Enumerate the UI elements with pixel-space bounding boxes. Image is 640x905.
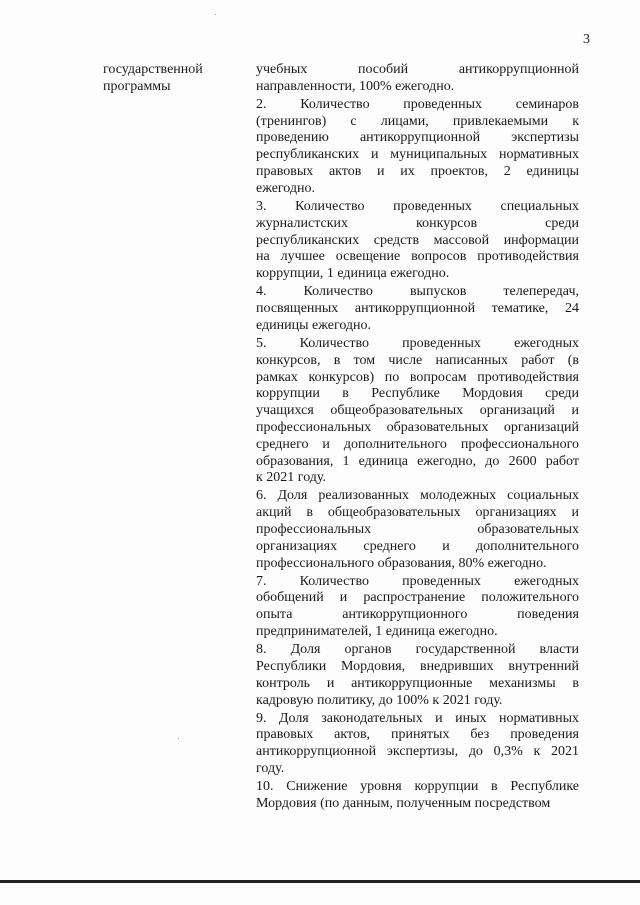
text-line: посвященных антикоррупционной тематике, 24: [256, 301, 579, 317]
text-line: коррупции, 1 единица ежегодно.: [256, 266, 450, 282]
left-column: [103, 62, 231, 96]
scan-speck: [178, 738, 179, 739]
list-item: [256, 97, 579, 198]
text-line: году.: [256, 761, 285, 777]
text-line: профессиональных образовательных: [256, 522, 579, 537]
list-item: [256, 779, 579, 813]
text-line: 4. Количество выпусков телепередач,: [256, 284, 579, 300]
text-line: предпринимателей, 1 единица ежегодно.: [256, 624, 498, 640]
list-item: [256, 574, 579, 641]
left-column-line: государственной: [103, 62, 203, 77]
list-item: [256, 642, 579, 709]
text-line: 6. Доля реализованных молодежных социальных: [256, 488, 579, 504]
text-line: журналистских конкурсов среди: [256, 215, 579, 231]
text-line: 8. Доля органов государственной власти: [256, 642, 579, 658]
left-column-line: программы: [103, 78, 171, 94]
text-line: правовых актов, принятых без проведения: [256, 727, 579, 743]
text-line: 7. Количество проведенных ежегодных: [256, 573, 579, 589]
list-item: [256, 336, 579, 487]
text-line: учебных пособий антикоррупционной: [256, 62, 579, 77]
list-item: [256, 711, 579, 778]
text-line: профессиональных образовательных организаций: [256, 419, 579, 435]
text-line: опыта антикоррупционного поведения: [256, 607, 579, 623]
text-line: контроль и антикоррупционные механизмы в: [256, 675, 579, 691]
scan-speck: [215, 14, 216, 15]
text-line: направленности, 100% ежегодно.: [256, 78, 455, 94]
text-line: к 2021 году.: [256, 470, 327, 486]
text-line: обобщений и распространение положительного: [256, 590, 579, 606]
text-line: 10. Снижение уровня коррупции в Республике: [256, 779, 579, 795]
text-line: учащихся общеобразовательных организаций и: [256, 403, 579, 419]
text-line: 3. Количество проведенных специальных: [256, 198, 579, 214]
list-item: [256, 199, 579, 283]
text-line: профессионального образования, 80% ежегодно.: [256, 555, 547, 571]
text-line: образования, 1 единица ежегодно, до 2600 работ: [256, 453, 579, 469]
text-line: 2. Количество проведенных семинаров: [256, 96, 579, 112]
text-line: коррупции в Республике Мордовия среди: [256, 386, 579, 402]
text-line: Мордовия (по данным, полученным посредством: [256, 795, 551, 811]
text-line: 9. Доля законодательных и иных нормативных: [256, 710, 579, 726]
text-line: ежегодно.: [256, 180, 316, 196]
text-line: республиканских и муниципальных нормативных: [256, 147, 579, 163]
list-item: [256, 62, 579, 96]
right-column: [256, 62, 579, 814]
bottom-border-line: [0, 880, 640, 883]
text-line: 5. Количество проведенных ежегодных: [256, 335, 579, 351]
page-number: 3: [583, 32, 590, 47]
list-item: [256, 488, 579, 572]
text-line: рамках конкурсов) по вопросам противодействия: [256, 369, 579, 385]
list-item: [256, 284, 579, 334]
text-line: Республики Мордовия, внедривших внутренний: [256, 658, 579, 674]
text-line: проведению антикоррупционной экспертизы: [256, 130, 579, 146]
text-line: республиканских средств массовой информации: [256, 232, 579, 248]
text-line: правовых актов и их проектов, 2 единицы: [256, 164, 579, 180]
text-line: организациях среднего и дополнительного: [256, 538, 579, 554]
text-line: (тренингов) с лицами, привлекаемыми к: [256, 113, 579, 129]
text-line: кадровую политику, до 100% к 2021 году.: [256, 692, 503, 708]
text-line: антикоррупционной экспертизы, до 0,3% к 2021: [256, 744, 579, 760]
text-line: среднего и дополнительного профессионального: [256, 436, 579, 452]
text-line: акций в общеобразовательных организациях и: [256, 505, 579, 521]
text-line: единицы ежегодно.: [256, 317, 372, 333]
text-line: конкурсов, в том числе написанных работ (в: [256, 352, 579, 368]
text-line: на лучшее освещение вопросов противодействия: [256, 249, 579, 265]
